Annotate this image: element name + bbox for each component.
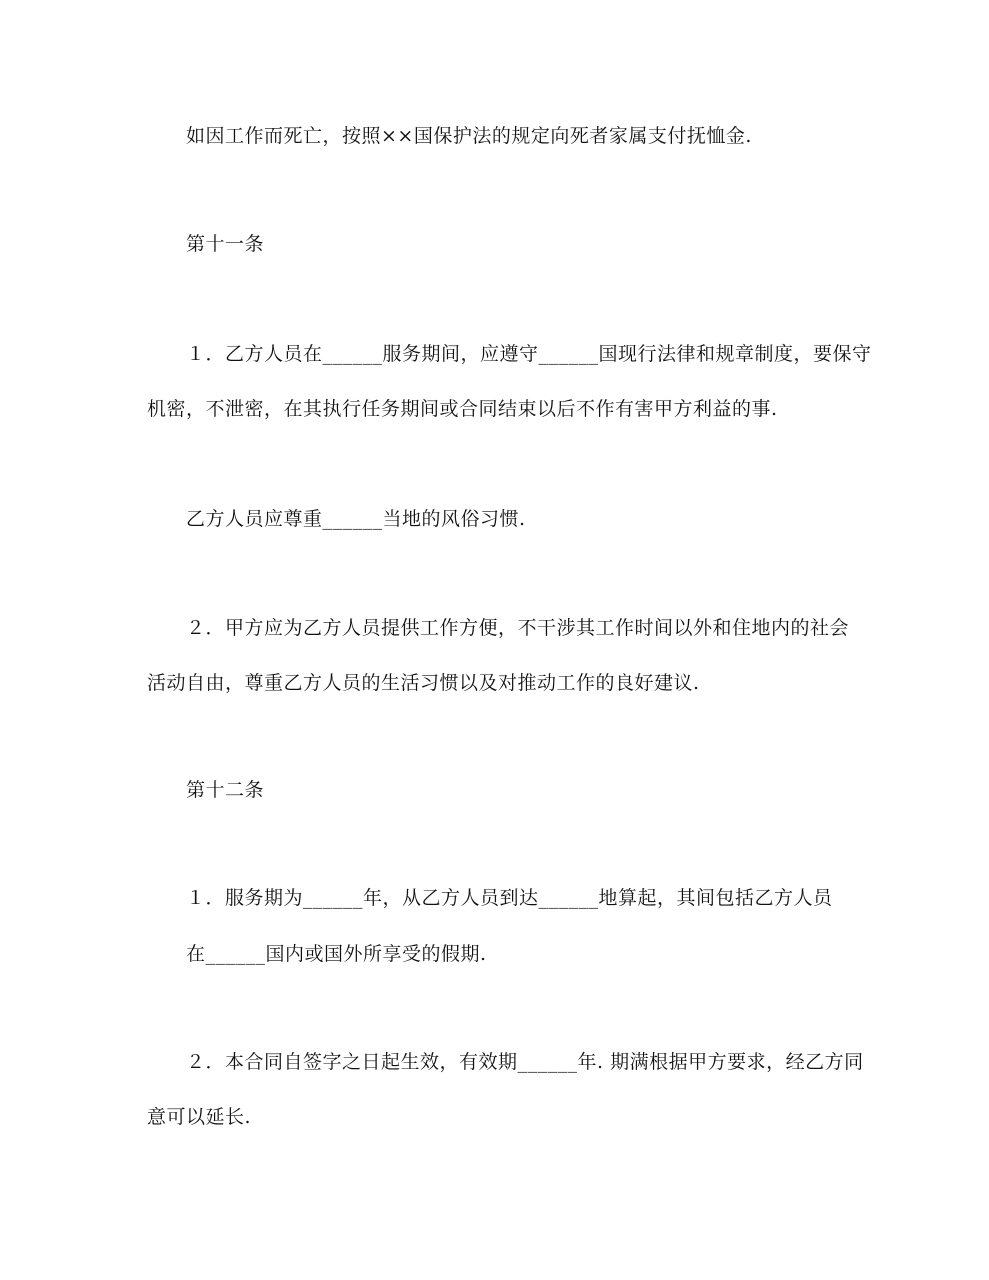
article-12-clause-2-line-1: ２．本合同自签字之日起生效，有效期______年. 期满根据甲方要求，经乙方同 [186,1051,864,1073]
article-11-clause-1-line-2: 机密，不泄密，在其执行任务期间或合同结束以后不作有害甲方利益的事. [147,398,778,420]
article-12-clause-1-line-1: １．服务期为______年，从乙方人员到达______地算起，其间包括乙方人员 [186,887,833,909]
article-11-heading: 第十一条 [186,233,265,255]
article-11-clause-1-line-1: １．乙方人员在______服务期间，应遵守______国现行法律和规章制度，要保守 [186,343,872,365]
article-11-clause-2-line-1: ２．甲方应为乙方人员提供工作方便，不干涉其工作时间以外和住地内的社会 [186,617,850,639]
paragraph-compensation: 如因工作而死亡，按照××国保护法的规定向死者家属支付抚恤金. [186,125,752,147]
article-12-clause-1-line-2: 在______国内或国外所享受的假期. [186,943,487,965]
article-12-heading: 第十二条 [186,779,265,801]
article-11-clause-2-line-2: 活动自由，尊重乙方人员的生活习惯以及对推动工作的良好建议. [147,672,700,694]
article-11-customs: 乙方人员应尊重______当地的风俗习惯. [186,508,526,530]
article-12-clause-2-line-2: 意可以延长. [147,1106,252,1128]
